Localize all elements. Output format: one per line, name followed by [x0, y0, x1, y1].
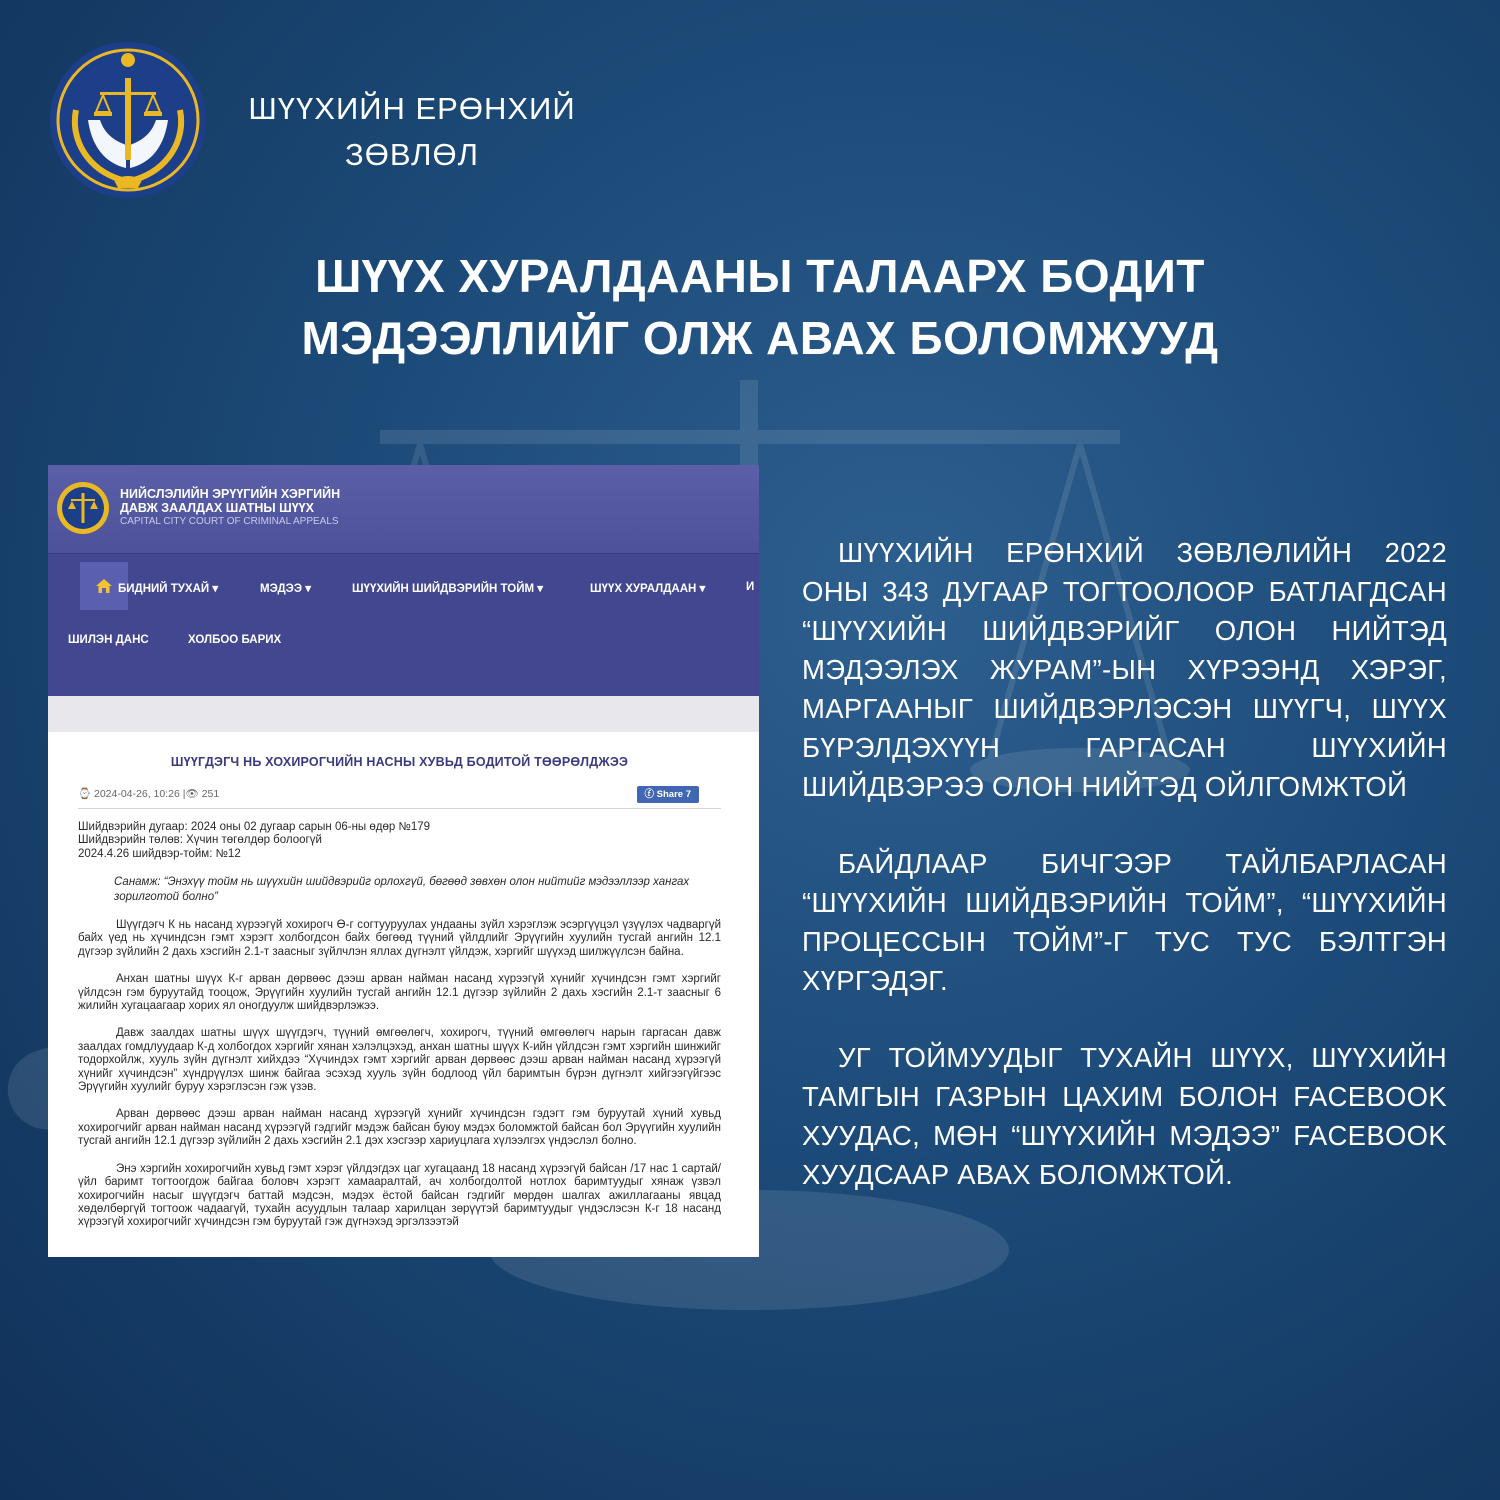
site-header [48, 465, 759, 553]
home-icon [96, 579, 112, 593]
page-headline [120, 245, 1400, 369]
body-paragraph-2: БАЙДЛААР БИЧГЭЭР ТАЙЛБАРЛАСАН “ШҮҮХИЙН ШИЙДВЭРИЙН ТОЙМ”, “ШҮҮХИЙН ПРОЦЕССЫН ТОЙМ”-Г ТУС ТУС БЭЛТГЭН ХҮРГЭДЭГ. [802, 848, 1447, 996]
article-paragraph-1: Шүүгдэгч К нь насанд хүрээгүй хохирогч Ө-г согтууруулах ундааны зүйл хэрэглэж эсэргүүцэл үзүүлэх чадваргүй байх үед нь хүчиндсэн гэмт хэрэгт холбогдсон байх бөгөөд түүний үйлдлийг Эрүүгийн хуулийн тусгай ангийн 12.1 дүгээр зүйлийн 2 дахь хэсгийн 2.1-т заасныг зүйлчлэн яллах дүгнэлт үйлдэж, хэргийг шүүхэд шилжүүлсэн байна. [78, 919, 721, 958]
facebook-icon: ⓕ [644, 788, 657, 800]
info-body-text [802, 533, 1447, 1232]
facebook-share-button[interactable] [637, 786, 699, 804]
court-logo-icon [56, 481, 110, 535]
judicial-council-emblem [48, 40, 208, 200]
organization-name-line1: ШҮҮХИЙН ЕРӨНХИЙ [248, 91, 576, 126]
court-website-screenshot [48, 465, 759, 1257]
decision-status: Шийдвэрийн төлөв: Хүчин төгөлдөр болоогүй [78, 834, 322, 846]
article-disclaimer: Санамж: “Энэхүү тойм нь шүүхийн шийдвэрийг орлохгүй, бөгөөд зөвхөн олон нийтийг мэдээллээр хангах зорилготой болно” [114, 876, 690, 903]
site-title-line2: ДАВЖ ЗААЛДАХ ШАТНЫ ШҮҮХ [120, 501, 314, 515]
nav-news[interactable]: МЭДЭЭ ▾ [260, 583, 311, 595]
article-paragraph-5: Энэ хэргийн хохирогчийн хувьд гэмт хэрэг үйлдэгдэх цаг хугацаанд 18 насанд хүрээгүй байсан /17 нас 1 сартай/ үйл баримт тогтоогдож байгаа боловч хэрэгт хамааралтай, ач холбогдолтой нотлох баримтуудыг хянаж үзвэл хохирогчийн насыг шүүгдэгч баттай мэдсэн, мэдэх ёстой байсан гэдгийг мөрдөн шалгах ажиллагааны явцад хөдөлбөргүй тогтоож чадаагүй, тухайн асуудлын талаар харилцан зөрүүтэй баримтуудыг үндэслэсэн К-г 18 насанд хүрээгүй хохирогчийг хүчиндсэн гэм буруутай гэж дүгнэхэд эргэлзээтэй [78, 1162, 721, 1229]
headline-line1: ШҮҮХ ХУРАЛДААНЫ ТАЛААРХ БОДИТ [315, 250, 1205, 302]
article-decision-info [78, 821, 721, 862]
article-meta [78, 784, 721, 809]
organization-name [232, 86, 592, 178]
article [48, 756, 759, 1230]
nav-decision-summary[interactable]: ШҮҮХИЙН ШИЙДВЭРИЙН ТОЙМ ▾ [352, 583, 544, 595]
nav-transparency-account[interactable]: ШИЛЭН ДАНС [68, 634, 149, 646]
article-paragraph-2: Анхан шатны шүүх К-г арван дөрвөөс дээш арван найман насанд хүрээгүй хүнийг хүчиндсэн гэмт хэргийг үйлдсэн гэм буруутайд тооцож, Эрүүгийн хуулийн тусгай ангийн 12.1 дүгээр зүйлийн 2 дахь хэсгийн 2.1-т заасныг 6 жилийн хугацаагаар хорих ял оногдуулж шийдвэрлэжээ. [78, 973, 721, 1013]
site-title-english: CAPITAL CITY COURT OF CRIMINAL APPEALS [120, 516, 339, 527]
article-paragraph-4: Арван дөрвөөс дээш арван найман насанд хүрээгүй хүнийг хүчиндсэн гэдэгт гэм буруутай хүний хувьд хохирогчийг арван найман насанд хүрээгүй гэдгийг мэдэж байсан буюу мэдэх боломжтой байсан бол Эрүүгийн хуулийн тусгай ангийн 12.1 дүгээр зүйлийн 2 дахь хэсгийн 2.1 дэх хэсгээр хариуцлага хүлээлгэх үндэслэл болно. [78, 1108, 721, 1148]
site-title-line1: НИЙСЛЭЛИЙН ЭРҮҮГИЙН ХЭРГИЙН [120, 487, 341, 501]
decision-number: Шийдвэрийн дугаар: 2024 оны 02 дугаар сарын 06-ны өдөр №179 [78, 820, 431, 833]
nav-court-sessions[interactable]: ШҮҮХ ХУРАЛДААН ▾ [590, 583, 706, 595]
share-label: Share 7 [656, 788, 691, 800]
nav-more[interactable]: И [746, 581, 755, 593]
article-date-views: ⌚ 2024-04-26, 10:26 |👁 251 [78, 787, 220, 800]
site-navigation [48, 553, 759, 696]
article-paragraph-3: Давж заалдах шатны шүүх шүүгдэгч, түүний өмгөөлөгч, хохирогч, түүний өмгөөлөгч нарын гаргасан давж заалдах гомдлуудаар К-д холбогдох хэргийг хянан хэлэлцэхэд, анхан шатны шүүх К-ийн үйлдсэн гэмт хэргийн шинжийг тодорхойлж, хууль зүйн дүгнэлт хийхдээ “Хүчиндэх гэмт хэргийг арван дөрвөөс дээш арван найман насанд хүрээгүй хүнийг хүчиндсэн” хүндрүүлэх шинж байгаа эсэхэд хууль зүйн бодлоод үйл баримтын бүрэн дүгнэлт хийгээгүйгээс Эрүүгийн хуулийг буруу хэрэглэсэн гэж үзэв. [78, 1027, 721, 1094]
nav-about[interactable]: БИДНИЙ ТУХАЙ ▾ [118, 583, 219, 595]
nav-contact[interactable]: ХОЛБОО БАРИХ [188, 634, 282, 646]
site-banner-gap [48, 696, 759, 732]
body-paragraph-3: УГ ТОЙМУУДЫГ ТУХАЙН ШҮҮХ, ШҮҮХИЙН ТАМГЫН ГАЗРЫН ЦАХИМ БОЛОН FACEBOOK ХУУДАС, МӨН “ШҮҮХИЙН МЭДЭЭ” FACEBOOK ХУУДСААР АВАХ БОЛОМЖТОЙ. [802, 1042, 1447, 1190]
site-title [120, 487, 340, 529]
organization-name-line2: ЗӨВЛӨЛ [345, 137, 479, 172]
body-paragraph-1: ШҮҮХИЙН ЕРӨНХИЙ ЗӨВЛӨЛИЙН 2022 ОНЫ 343 ДУГААР ТОГТООЛООР БАТЛАГДСАН “ШҮҮХИЙН ШИЙДВЭРИЙГ ОЛОН НИЙТЭД МЭДЭЭЛЭХ ЖУРАМ”-ЫН ХҮРЭЭНД ХЭРЭГ, МАРГААНЫГ ШИЙДВЭРЛЭСЭН ШҮҮГЧ, ШҮҮХ БҮРЭЛДЭХҮҮН ГАРГАСАН ШҮҮХИЙН ШИЙДВЭРЭЭ ОЛОН НИЙТЭД ОЙЛГОМЖТОЙ [802, 537, 1447, 802]
headline-line2: МЭДЭЭЛЛИЙГ ОЛЖ АВАХ БОЛОМЖУУД [301, 312, 1219, 364]
summary-number: 2024.4.26 шийдвэр-тойм: №12 [78, 847, 241, 860]
article-title: ШҮҮГДЭГЧ НЬ ХОХИРОГЧИЙН НАСНЫ ХУВЬД БОДИТОЙ ТӨӨРӨЛДЖЭЭ [170, 755, 629, 769]
